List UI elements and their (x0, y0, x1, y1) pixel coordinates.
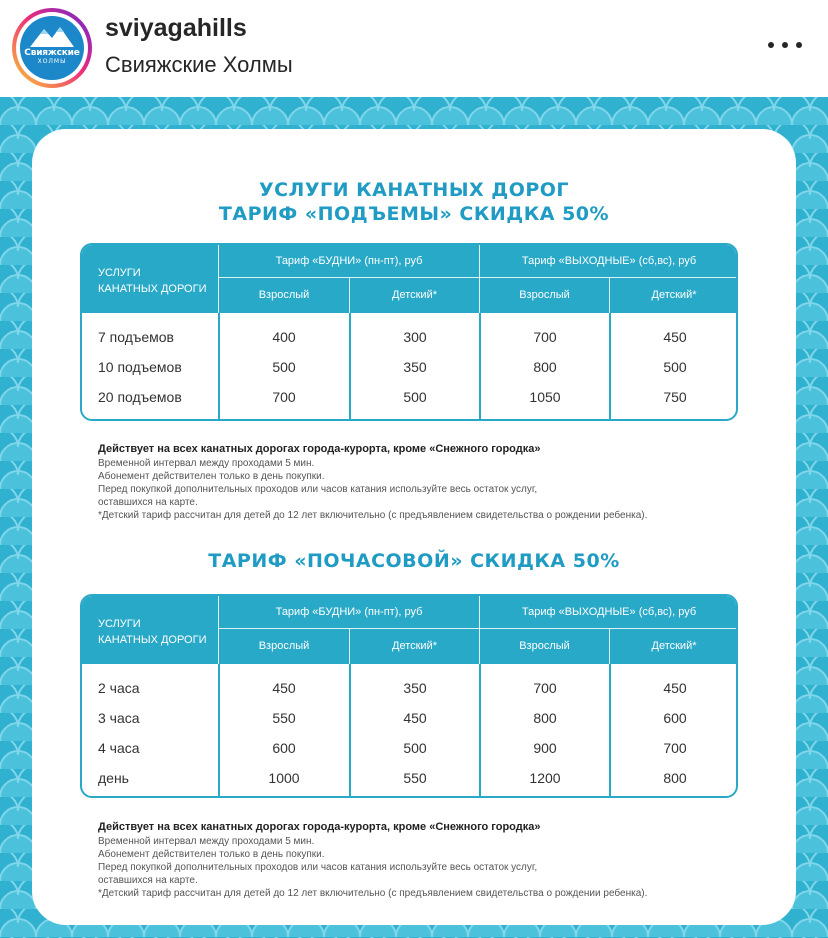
weekday-header: Тариф «БУДНИ» (пн-пт), руб (275, 255, 423, 267)
table-header (82, 245, 736, 313)
weekend-header: Тариф «ВЫХОДНЫЕ» (сб,вс), руб (521, 255, 697, 267)
username[interactable]: sviyagahills (105, 14, 247, 42)
table-header (82, 596, 736, 664)
mountain-icon (30, 25, 74, 47)
post-header (0, 0, 828, 97)
table-row: 7 подъемов 400 300 700 450 (98, 329, 687, 345)
table-row: 2 часа 450 350 700 450 (98, 680, 687, 696)
weekend-header: Тариф «ВЫХОДНЫЕ» (сб,вс), руб (521, 606, 697, 618)
avatar[interactable] (12, 8, 92, 88)
weekday-child-header: Детский* (392, 640, 437, 652)
section1-title-line2: ТАРИФ «ПОДЪЕМЫ» СКИДКА 50% (218, 203, 610, 225)
location[interactable]: Свияжские Холмы (105, 52, 293, 77)
weekday-header: Тариф «БУДНИ» (пн-пт), руб (275, 606, 423, 618)
sviyaga-logo (20, 16, 84, 80)
weekday-adult-header: Взрослый (258, 289, 310, 301)
section1-notes: Действует на всех канатных дорогах города-курорта, кроме «Снежного городка» Временной интервал между проходами 5 мин. Абонемент действителен только в день покупки. Перед покупкой дополнительных проходов или часов катания используйте весь остаток услуг, оставшихся на карте. *Детский тариф рассчитан для детей до 12 лет включительно (с предъявлением свидетельства о рождении ребенка). (98, 443, 648, 521)
table-row: 10 подъемов 500 350 800 500 (98, 359, 687, 375)
tariff-card (32, 129, 796, 925)
table-row: 20 подъемов 700 500 1050 750 (98, 389, 687, 405)
weekend-adult-header: Взрослый (519, 640, 570, 652)
weekend-adult-header: Взрослый (519, 289, 570, 301)
weekday-child-header: Детский* (392, 289, 437, 301)
hourly-tariff-table (80, 594, 738, 798)
weekday-adult-header: Взрослый (258, 640, 310, 652)
service-header: УСЛУГИ КАНАТНЫХ ДОРОГИ (98, 618, 207, 646)
table-row: 3 часа 550 450 800 600 (98, 710, 687, 726)
more-options-icon[interactable] (768, 40, 802, 50)
section2-notes: Действует на всех канатных дорогах города-курорта, кроме «Снежного городка» Временной интервал между проходами 5 мин. Абонемент действителен только в день покупки. Перед покупкой дополнительных проходов или часов катания используйте весь остаток услуг, оставшихся на карте. *Детский тариф рассчитан для детей до 12 лет включительно (с предъявлением свидетельства о рождении ребенка). (98, 821, 648, 899)
weekend-child-header: Детский* (651, 289, 697, 301)
weekend-child-header: Детский* (651, 640, 697, 652)
section1-title-line1: УСЛУГИ КАНАТНЫХ ДОРОГ (258, 179, 570, 201)
avatar-subtext: ХОЛМЫ (37, 58, 67, 65)
table-row: 4 часа 600 500 900 700 (98, 740, 687, 756)
service-header: УСЛУГИ КАНАТНЫХ ДОРОГИ (98, 267, 207, 295)
lifts-tariff-table (80, 243, 738, 421)
post-image (0, 97, 828, 938)
table-row: день 1000 550 1200 800 (98, 770, 687, 786)
avatar-text: Свияжские (24, 48, 80, 58)
section2-title: ТАРИФ «ПОЧАСОВОЙ» СКИДКА 50% (208, 550, 620, 572)
